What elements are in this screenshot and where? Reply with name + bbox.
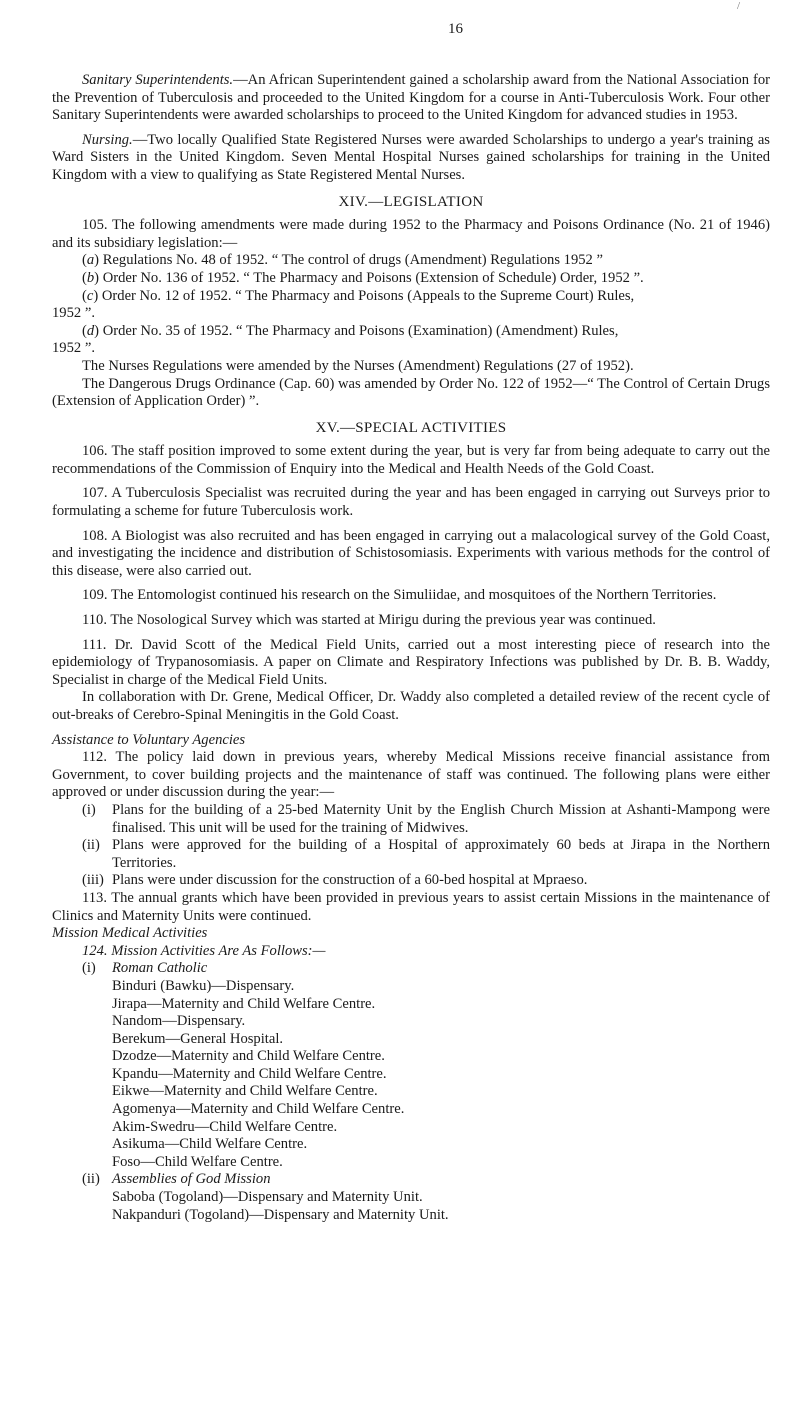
list-item: Binduri (Bawku)—Dispensary.	[112, 977, 295, 994]
paragraph-112: 112. The policy laid down in previous years, whereby Medical Missions receive financial assistance from Government, to cover building projects and the maintenance of staff was continued. The following plans were either approved or under discussion during the year:—	[52, 749, 770, 801]
corner-mark: /	[737, 0, 741, 12]
list-item: Nakpanduri (Togoland)—Dispensary and Maternity Unit.	[112, 1206, 449, 1223]
paragraph-111: 111. Dr. David Scott of the Medical Field Units, carried out a most interesting piece of research into the epidemiology of Trypanosomiasis. A paper on Climate and Respiratory Infections was published by Dr. B. B. Waddy, Specialist in charge of the Medical Field Units.	[52, 636, 770, 688]
sanitary-text: —An African Superintendent gained a scholarship award from the National Association for the Prevention of Tuberculosis and proceeded to the United Kingdom for a course in Anti-Tuberculosis Work. Four other Sanitary Superintendents were awarded scholarships to proceed to the United Kingdom for advanced studies in 1953.	[52, 72, 770, 124]
paragraph-107: 107. A Tuberculosis Specialist was recruited during the year and has been engaged in carrying out Surveys prior to formulating a scheme for future Tuberculosis work.	[52, 485, 770, 520]
plan-number: (ii)	[82, 837, 100, 854]
amendment-a-text: Regulations No. 48 of 1952. “ The control of drugs (Amendment) Regulations 1952 ”	[102, 252, 603, 269]
amendment-a: (a) Regulations No. 48 of 1952. “ The control of drugs (Amendment) Regulations 1952 ”	[82, 252, 603, 269]
nursing-text: —Two locally Qualified State Registered Nurses were awarded Scholarships to undergo a year's training as Ward Sisters in the United Kingdom. Seven Mental Hospital Nurses gained scholarships for training in the United Kingdom with a view to qualifying as State Registered Mental Nurses.	[52, 131, 770, 183]
list-item: Akim-Swedru—Child Welfare Centre.	[112, 1118, 338, 1135]
subheading-mission: Mission Medical Activities	[52, 925, 208, 942]
list-item: Kpandu—Maternity and Child Welfare Centre.	[112, 1065, 387, 1082]
paragraph-110: 110. The Nosological Survey which was started at Mirigu during the previous year was continued.	[82, 612, 656, 629]
paragraph-nurses-regulations: The Nurses Regulations were amended by the Nurses (Amendment) Regulations (27 of 1952).	[82, 357, 634, 374]
list-item: Agomenya—Maternity and Child Welfare Centre.	[112, 1101, 405, 1118]
list-item: Eikwe—Maternity and Child Welfare Centre.	[112, 1083, 378, 1100]
mission-group	[52, 960, 770, 978]
amendment-d-text: Order No. 35 of 1952. “ The Pharmacy and Poisons (Examination) (Amendment) Rules,	[102, 322, 619, 339]
paragraph-108: 108. A Biologist was also recruited and has been engaged in carrying out a malacological survey of the Gold Coast, and investigating the incidence and distribution of Schistosomiasis. Experiments with various methods for the control of this disease, were also carried out.	[52, 527, 770, 579]
amendment-b: (b) Order No. 136 of 1952. “ The Pharmacy and Poisons (Extension of Schedule) Order, 1952 ”.	[82, 269, 644, 286]
amendment-c-letter: c	[86, 287, 94, 304]
page-number: 16	[448, 21, 463, 37]
sanitary-label: Sanitary Superintendents.	[82, 72, 234, 88]
nursing-label: Nursing.	[82, 131, 133, 148]
amendment-a-letter: a	[86, 252, 95, 269]
list-item: Jirapa—Maternity and Child Welfare Centre.	[112, 995, 376, 1012]
plan-item	[52, 872, 770, 890]
amendment-b-letter: b	[86, 269, 95, 286]
amendments-list	[52, 252, 770, 358]
plan-text: Plans were under discussion for the construction of a 60-bed hospital at Mpraeso.	[112, 872, 588, 889]
mission-name: Assemblies of God Mission	[112, 1171, 271, 1188]
plan-number: (iii)	[82, 872, 104, 889]
mission-facility-list	[52, 978, 770, 1172]
amendment-d-continuation: 1952 ”.	[52, 340, 95, 357]
list-item: Foso—Child Welfare Centre.	[112, 1153, 283, 1170]
heading-special-activities: XV.—SPECIAL ACTIVITIES	[315, 419, 507, 436]
mission-facility-list	[52, 1189, 770, 1224]
mission-number: (ii)	[82, 1171, 100, 1188]
list-item: Asikuma—Child Welfare Centre.	[112, 1136, 308, 1153]
paragraph-nursing	[52, 132, 770, 185]
list-item: Saboba (Togoland)—Dispensary and Maternity Unit.	[112, 1189, 423, 1206]
plan-text: Plans were approved for the building of a Hospital of approximately 60 beds at Jirapa in the Northern Territories.	[112, 837, 770, 871]
amendment-c-text: Order No. 12 of 1952. “ The Pharmacy and Poisons (Appeals to the Supreme Court) Rules,	[101, 287, 635, 304]
plans-list	[52, 802, 770, 890]
amendment-d: (d) Order No. 35 of 1952. “ The Pharmacy and Poisons (Examination) (Amendment) Rules,	[82, 322, 619, 339]
mission-group	[52, 1171, 770, 1189]
page-content	[52, 72, 770, 1224]
plan-text: Plans for the building of a 25-bed Maternity Unit by the English Church Mission at Ashanti-Mampong were finalised. This unit will be used for the training of Midwives.	[112, 801, 770, 836]
amendment-b-text: Order No. 136 of 1952. “ The Pharmacy and Poisons (Extension of Schedule) Order, 1952 ”.	[102, 269, 644, 286]
paragraph-105: 105. The following amendments were made during 1952 to the Pharmacy and Poisons Ordinance (No. 21 of 1946) and its subsidiary legislation:—	[52, 217, 770, 251]
paragraph-113: 113. The annual grants which have been provided in previous years to assist certain Missions in the maintenance of Clinics and Maternity Units were continued.	[52, 889, 770, 924]
plan-number: (i)	[82, 801, 96, 818]
plan-item	[52, 837, 770, 872]
paragraph-124: 124. Mission Activities Are As Follows:—	[82, 942, 326, 959]
list-item: Dzodze—Maternity and Child Welfare Centre.	[112, 1048, 385, 1065]
plan-item	[52, 802, 770, 837]
subheading-assistance: Assistance to Voluntary Agencies	[52, 731, 246, 748]
paragraph-dangerous-drugs: The Dangerous Drugs Ordinance (Cap. 60) was amended by Order No. 122 of 1952—“ The Control of Certain Drugs (Extension of Application Order) ”.	[52, 375, 770, 410]
amendment-c-continuation: 1952 ”.	[52, 305, 95, 322]
amendment-c: (c) Order No. 12 of 1952. “ The Pharmacy and Poisons (Appeals to the Supreme Court) Rules,	[82, 287, 635, 304]
paragraph-106: 106. The staff position improved to some extent during the year, but is very far from being adequate to carry out the recommendations of the Commission of Enquiry into the Medical and Health Needs of the Gold Coast.	[52, 443, 770, 477]
mission-name: Roman Catholic	[112, 960, 208, 977]
paragraph-109: 109. The Entomologist continued his research on the Simuliidae, and mosquitoes of the Northern Territories.	[82, 587, 717, 604]
list-item: Berekum—General Hospital.	[112, 1030, 284, 1047]
list-item: Nandom—Dispensary.	[112, 1013, 246, 1030]
mission-number: (i)	[82, 960, 96, 977]
heading-legislation: XIV.—LEGISLATION	[338, 193, 484, 210]
amendment-d-letter: d	[86, 322, 95, 339]
paragraph-sanitary	[52, 72, 770, 125]
paragraph-collaboration: In collaboration with Dr. Grene, Medical Officer, Dr. Waddy also completed a detailed review of the recent cycle of out-breaks of Cerebro-Spinal Meningitis in the Gold Coast.	[52, 689, 770, 723]
missions-list	[52, 960, 770, 1224]
